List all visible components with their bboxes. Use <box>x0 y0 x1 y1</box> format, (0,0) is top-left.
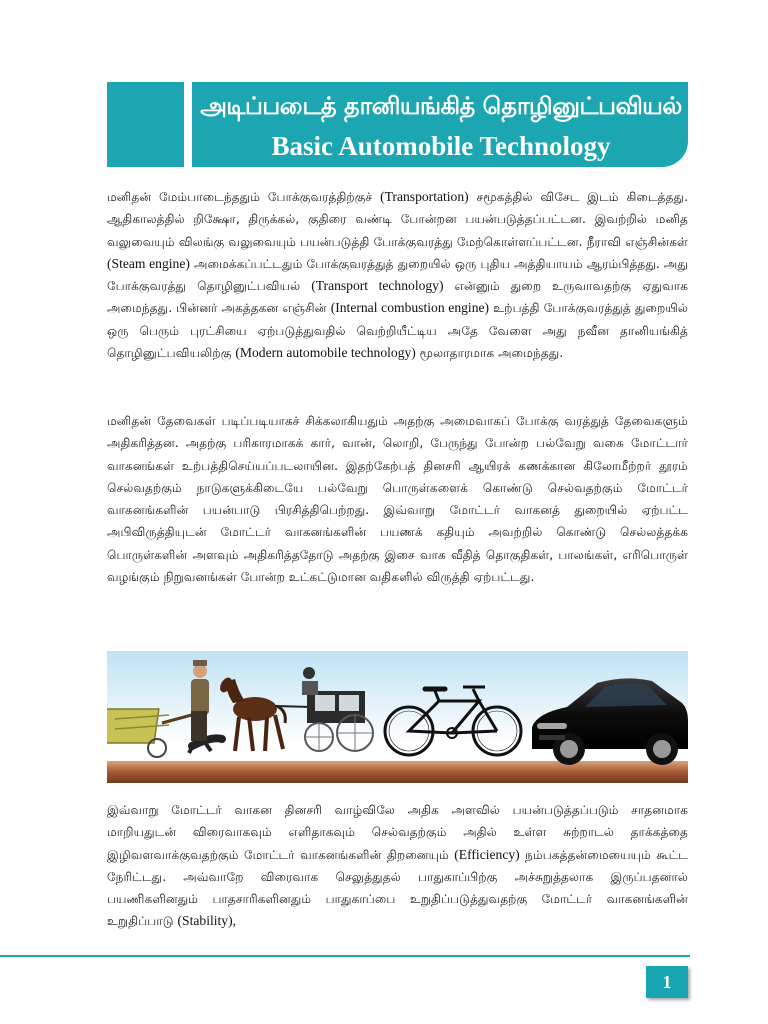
text-segment: உற்பத்தி போக்குவரத்துத் துறையில் ஒரு பெரும் புரட்சியை ஏற்படுத்துவதில் வெற்றியீட்டிய அதே வேளை அது நவீன தானியங்கித் தொழினுட்பவியலிற்கு <box>107 301 689 361</box>
text-segment: மூலாதாரமாக அமைந்தது. <box>415 346 564 361</box>
paragraph-1 <box>107 186 688 364</box>
ground <box>107 761 688 783</box>
text-segment: இவ்வாறு மோட்டர் வாகன தினசரி வாழ்விலே அதிக அளவில் பயன்படுத்தப்படும் சாதனமாக மாறியதுடன் விரைவாகவும் எளிதாகவும் செல்வதற்கும் அதில் உள்ள சுற்றாடல் தாக்கத்தை இழிவளவாக்குவதற்கும் மோட்டர் வாகனங்களின் திறனையும் <box>107 803 688 862</box>
text-segment: என்னும் துறை உருவாவதற்கு ஏதுவாக அமைந்தது. பின்னர் அகத்தகன எஞ்சின் <box>107 279 688 316</box>
english-term: (Transportation) <box>380 189 469 204</box>
title-tamil: அடிப்படைத் தானியங்கித் தொழினுட்பவியல் <box>200 92 682 120</box>
title-english: Basic Automobile Technology <box>271 131 611 161</box>
text-segment: மனிதன் தேவைகள் படிப்படியாகச் சிக்கலாகியதும் அதற்கு அமைவாகப் போக்கு வரத்துத் தேவைகளும் அதிகரித்தன. அதற்கு பரிகாரமாகக் கார், வான், லொறி, பேருந்து போன்ற பல்வேறு வகை மோட்டார் வாகனங்கள் உற்பத்திசெய்யப்படலாயின. இதற்கேற்பத் தினசரி ஆயிரக் கணக்கான கிலோமீற்றர் தூரம் செல்வதற்கும் நாடுகளுக்கிடையே பல்வேறு பொருள்களைக் கொண்டு செல்வதற்கும் மோட்டர் வாகனங்களின் பயன்பாடு பிரசித்திபெற்றது. இவ்வாறு மோட்டர் வாகனத் துறையில் ஏற்பட்ட அபிவிருத்தியுடன் மோட்டர் வாகனங்களின் பயணக் கதியும் அவற்றில் கொண்டு செல்லத்தக்க பொருள்களின் அளவும் அதிகரித்ததோடு அதற்கு இசை வாக வீதித் தொகுதிகள், பாலங்கள், எரிபொருள் வழங்கும் நிறுவனங்கள் போன்ற உட்கட்டுமான வதிகளில் விருத்தி ஏற்பட்டது. <box>107 414 688 585</box>
english-term: (Transport technology) <box>311 278 444 294</box>
english-term: (Stability), <box>177 913 237 929</box>
text-segment: சமூகத்தில் விசேட இடம் கிடைத்தது. ஆதிகாலத்தில் றிக்ஷோ, திருக்கல், குதிரை வண்டி போன்றன பயன்படுத்தப்பட்டன. இவற்றில் மனித வலுவையும் விலங்கு வலுவையும் பயன்படுத்தி போக்குவரத்து மேற்கொள்ளப்பட்டன. நீராவி எஞ்சின்கள் <box>107 190 688 249</box>
paragraph-3 <box>107 799 688 933</box>
paragraph-2 <box>107 410 688 588</box>
english-term: (Modern automobile technology) <box>235 345 416 361</box>
text-segment: நம்பகத்தன்மையையும் கூட்ட நேரிட்டது. அவ்வாறே விரைவாக செலுத்துதல் பாதுகாப்பிற்கு அச்சுறுத்தலாக இருப்பதனால் பயணிகளினதும் பாதசாரிகளினதும் பாதுகாப்பை உறுதிப்படுத்துவதற்கு மோட்டர் வாகனங்களின் உறுதிப்பாடு <box>107 847 689 929</box>
english-term: (Internal combustion engine) <box>330 300 490 316</box>
transport-illustration <box>107 651 688 783</box>
english-term: (Efficiency) <box>454 846 520 862</box>
footer-rule <box>0 955 690 957</box>
english-term: (Steam engine) <box>107 255 190 271</box>
banner-notch <box>184 82 192 174</box>
text-segment: மனிதன் மேம்பாடைந்ததும் போக்குவரத்திற்குச் <box>107 190 381 204</box>
text-segment: அமைக்கப்பட்டதும் போக்குவரத்துத் துறையில் ஒரு புதிய அத்தியாயம் ஆரம்பித்தது. அது போக்குவரத்து தொழினுட்பவியல் <box>107 256 688 294</box>
page-number: 1 <box>646 966 688 998</box>
